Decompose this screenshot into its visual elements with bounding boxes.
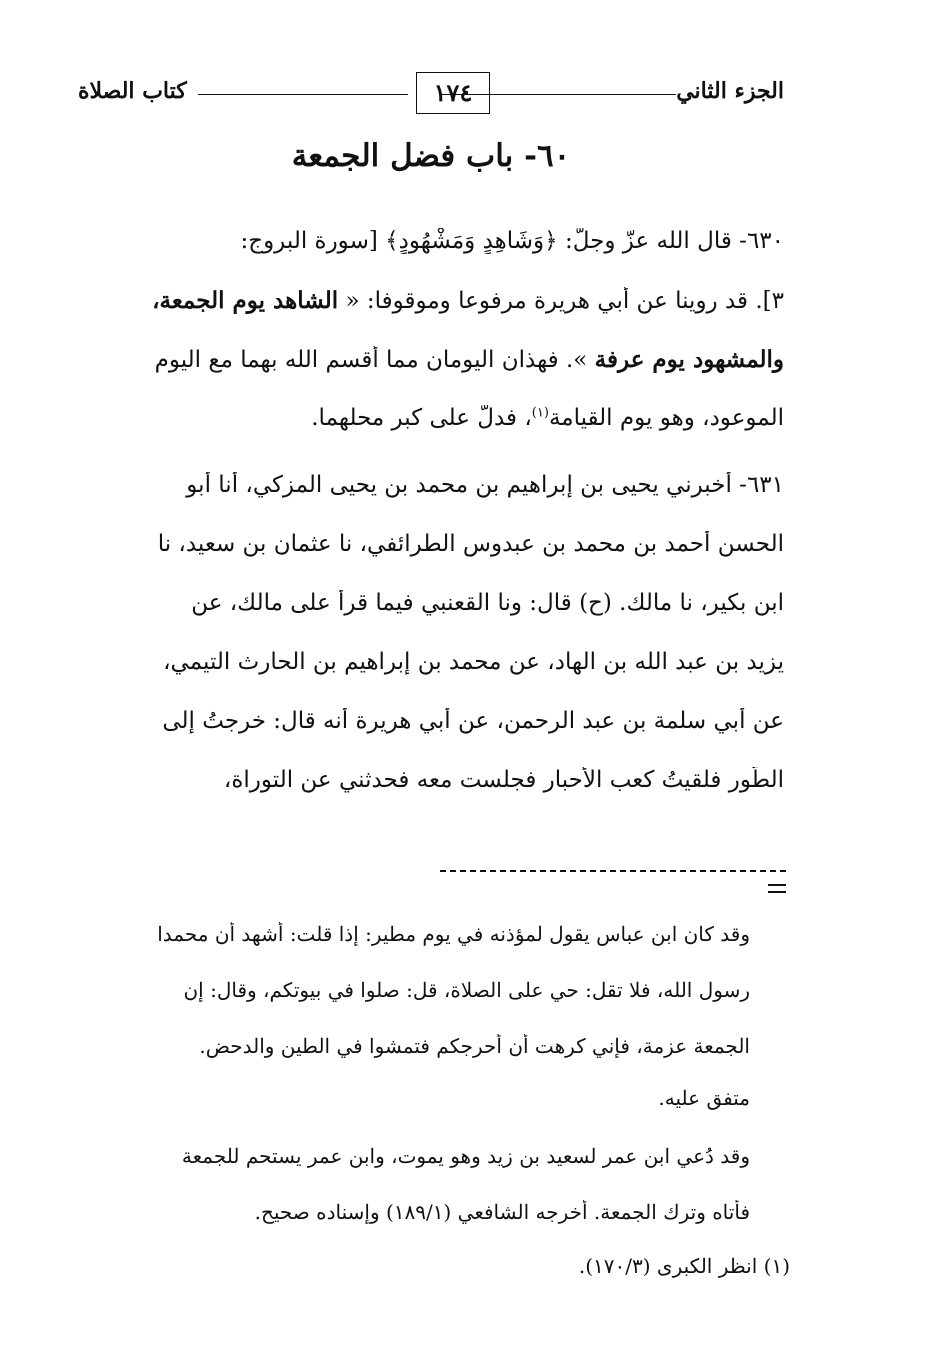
running-header: [78, 72, 784, 118]
body-line-7: ابن بكير، نا مالك. (ح) قال: ونا القعنبي فيما قرأ على مالك، عن: [191, 590, 784, 616]
body-line-2-text: ٣]. قد روينا عن أبي هريرة مرفوعا وموقوفا: « الشاهد يوم الجمعة،: [152, 287, 784, 314]
footnote-separator: [440, 870, 786, 872]
body-line-8: يزيد بن عبد الله بن الهاد، عن محمد بن إبراهيم بن الحارث التيمي،: [163, 649, 784, 675]
body-line-3: والمشهود يوم عرفة ». فهذان اليومان مما أقسم الله بهما مع اليوم: [154, 346, 784, 373]
body-line-4: [78, 405, 784, 431]
chapter-title: ٦٠- باب فضل الجمعة: [291, 138, 571, 174]
body-line-1: ٦٣٠- قال الله عزّ وجلّ: ﴿وَشَاهِدٍ وَمَشْهُودٍ﴾ [سورة البروج:: [240, 228, 784, 254]
emphasis-text: والمشهود يوم عرفة: [594, 346, 784, 373]
footnote-1: (١) انظر الكبرى (١٧٠/٣).: [578, 1254, 790, 1278]
body-line-4a: الموعود، وهو يوم القيامة: [548, 405, 784, 431]
footnote-line-5: وقد دُعي ابن عمر لسعيد بن زيد وهو يموت، وابن عمر يستحم للجمعة: [181, 1144, 750, 1168]
emphasis-text: الشاهد يوم الجمعة،: [152, 287, 339, 314]
body-line-4b: ، فدلَّ على كبر محلهما.: [311, 405, 532, 431]
header-rule-left: [198, 94, 408, 95]
body-line-9: عن أبي سلمة بن عبد الرحمن، عن أبي هريرة أنه قال: خرجتُ إلى: [162, 708, 784, 734]
body-line-6: الحسن أحمد بن محمد بن عبدوس الطرائفي، نا عثمان بن سعيد، نا: [157, 531, 784, 557]
body-line-5: ٦٣١- أخبرني يحيى بن إبراهيم بن محمد بن يحيى المزكي، أنا أبو: [186, 472, 784, 498]
footnote-line-1: وقد كان ابن عباس يقول لمؤذنه في يوم مطير: إذا قلت: أشهد أن محمدا: [157, 922, 750, 946]
footnote-marker: (١): [531, 405, 549, 421]
body-line-2: [78, 287, 784, 314]
footnote-line-3: الجمعة عزمة، فإني كرهت أن أحرجكم فتمشوا في الطين والدحض.: [199, 1034, 750, 1058]
page-number: ١٧٤: [416, 72, 490, 114]
footnote-line-6: فأتاه وترك الجمعة. أخرجه الشافعي (١٨٩/١) وإسناده صحيح.: [254, 1200, 750, 1224]
book-section-label: كتاب الصلاة: [78, 78, 187, 104]
footnote-line-4: متفق عليه.: [658, 1086, 750, 1110]
body-line-10: الطُّور فلقيتُ كعب الأحبار فجلست معه فحدثني عن التوراة،: [223, 767, 784, 793]
volume-label: الجزء الثاني: [676, 78, 784, 104]
footnote-line-2: رسول الله، فلا تقل: حي على الصلاة، قل: صلوا في بيوتكم، وقال: إن: [183, 978, 750, 1002]
